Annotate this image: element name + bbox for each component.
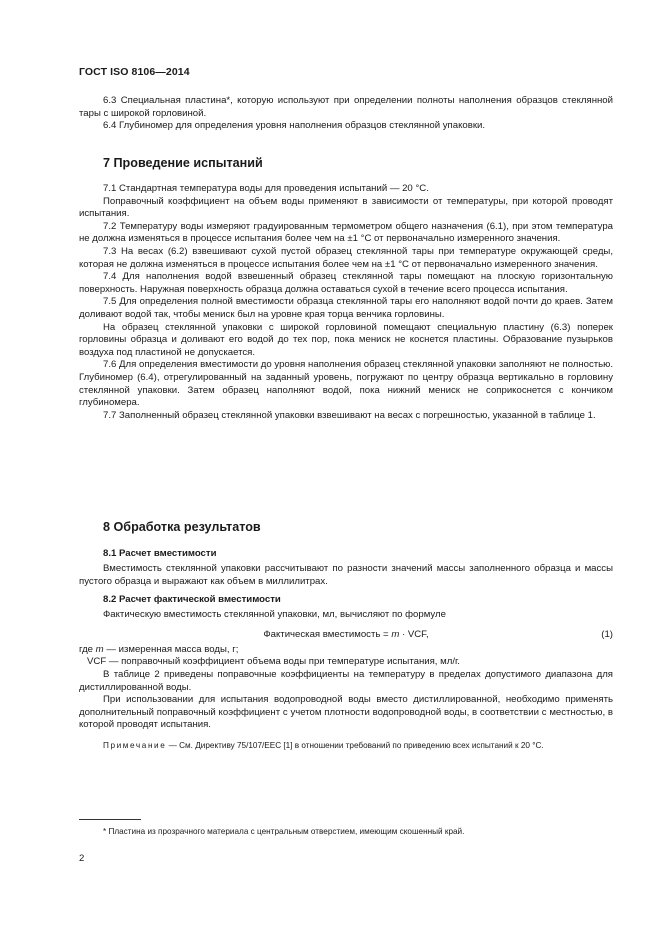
formula-left: Фактическая вместимость = <box>263 628 392 640</box>
running-header: ГОСТ ISO 8106—2014 <box>79 66 190 78</box>
formula-expression <box>79 629 613 640</box>
section-8-heading: 8 Обработка результатов <box>103 520 261 534</box>
where-vcf: VCF — поправочный коэффициент объема воды при температуре испытания, мл/г. <box>87 656 460 668</box>
section-7-heading-wrap <box>79 156 613 170</box>
where-m-text: — измеренная масса воды, г; <box>103 643 239 655</box>
paragraph-7-4: 7.4 Для наполнения водой взвешенный образец стеклянной тары помещают на плоскую горизонтальную поверхность. Наружная поверхность образца должна оставаться сухой в течение всего процесса испытания. <box>79 271 613 295</box>
note-label: Примечание <box>103 740 167 750</box>
paragraph-7-2: 7.2 Температуру воды измеряют градуированным термометром общего назначения (6.1), при этом температура не должна изменяться в процессе испытания более чем на ±1 °С от первоначально измеренного значения. <box>79 220 613 245</box>
paragraph-8-1: Вместимость стеклянной упаковки рассчитывают по разности значений массы заполненного образца и массы пустого образца и выражают как объем в миллилитрах. <box>79 563 613 587</box>
paragraph-7-5-wide-neck: На образец стеклянной упаковки с широкой горловиной помещают специальную пластину (6.3) поперек горловины образца и доливают его водой до тех пор, пока мениск не коснется пластины. Образование пузырьков воздуха под пластиной не допускается. <box>79 321 613 358</box>
clause-6-tail <box>79 95 613 133</box>
paragraph-table-2: В таблице 2 приведены поправочные коэффициенты на температуру в пределах допустимого диапазона для дистиллированной воды. <box>79 668 613 693</box>
subsection-8-1-heading: 8.1 Расчет вместимости <box>103 548 217 559</box>
paragraph-tap-water: При использовании для испытания водопроводной воды вместо дистиллированной, необходимо применять дополнительный поправочный коэффициент с учетом плотности водопроводной воды, в соответствии с местностью, в которой проводят испытания. <box>79 694 613 731</box>
note <box>79 740 613 752</box>
formula-right: · VCF, <box>399 628 429 640</box>
section-7-heading: 7 Проведение испытаний <box>103 156 263 170</box>
paragraph-7-1: 7.1 Стандартная температура воды для проведения испытаний — 20 °С. <box>103 183 429 194</box>
where-m <box>79 644 613 657</box>
formula-m-symbol: m <box>391 628 400 640</box>
paragraph-8-2: Фактическую вместимость стеклянной упаковки, мл, вычисляют по формуле <box>103 609 446 621</box>
footnote-separator <box>79 819 141 820</box>
note-text: — См. Директиву 75/107/EEC [1] в отношении требований по приведению всех испытаний к 20 °С. <box>166 740 544 750</box>
section-8-heading-wrap <box>79 520 613 534</box>
subsection-8-2-heading: 8.2 Расчет фактической вместимости <box>103 594 281 606</box>
paragraph-7-3: 7.3 На весах (6.2) взвешивают сухой пустой образец стеклянной тары при температуре окружающей среды, которая не должна изменяться в процессе испытания более чем на ±1 °С от первоначально измеренного значения. <box>79 245 613 270</box>
paragraph-7-1-correction: Поправочный коэффициент на объем воды применяют в зависимости от температуры, при которой проводят испытания. <box>79 195 613 220</box>
where-m-symbol: m <box>95 643 104 655</box>
page-number: 2 <box>79 853 85 864</box>
footnote: * Пластина из прозрачного материала с центральным отверстием, имеющим скошенный край. <box>103 827 465 836</box>
section-7-body <box>79 183 613 422</box>
paragraph-7-6: 7.6 Для определения вместимости до уровня наполнения образец стеклянной упаковки заполняют не полностью. Глубиномер (6.4), отрегулированный на заданный уровень, погружают по центру образца вертикально в горловину стеклянной упаковки. Затем образец наполняют водой, пока нижний мениск не соприкоснется с кончиком глубиномера. <box>79 359 613 409</box>
paragraph-7-5: 7.5 Для определения полной вместимости образца стеклянной тары его наполняют водой почти до краев. Затем доливают водой так, чтобы мениск был на уровне края торца венчика горловины. <box>79 296 613 320</box>
formula-number: (1) <box>601 628 613 640</box>
formula-1 <box>79 629 613 643</box>
paragraph-6-4: 6.4 Глубиномер для определения уровня наполнения образцов стеклянной упаковки. <box>103 120 486 132</box>
where-label: где <box>79 643 96 655</box>
paragraph-7-7: 7.7 Заполненный образец стеклянной упаковки взвешивают на весах с погрешностью, указанной в таблице 1. <box>103 409 596 421</box>
section-8-body <box>79 548 613 760</box>
paragraph-6-3: 6.3 Специальная пластина*, которую используют при определении полноты наполнения образцов стеклянной тары с широкой горловиной. <box>79 95 613 119</box>
